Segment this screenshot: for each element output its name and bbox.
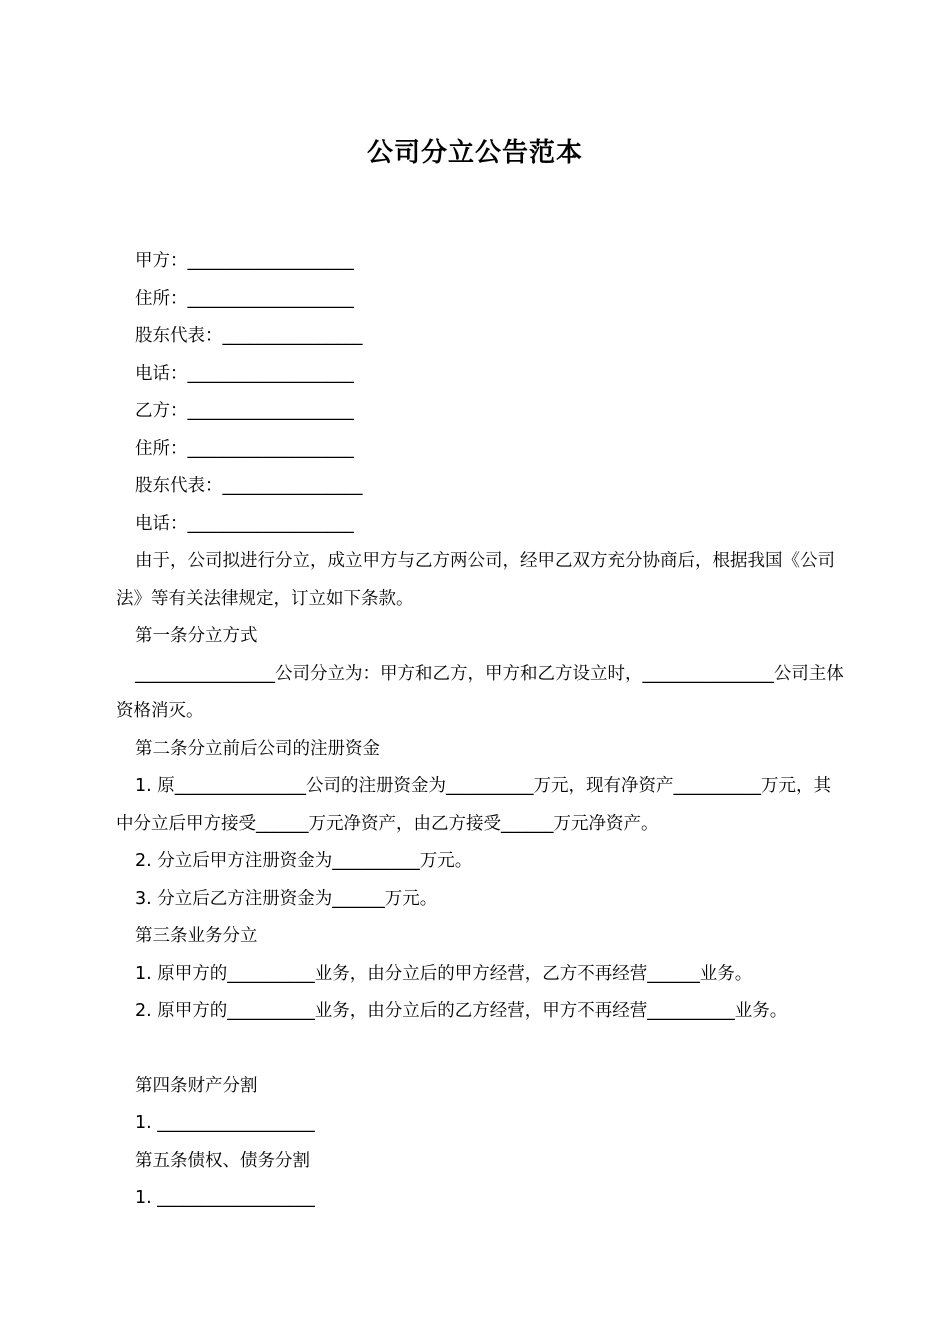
article2-item: 2. 分立后甲方注册资金为__________万元。 <box>135 851 473 871</box>
article3-heading: 第三条业务分立 <box>135 926 258 946</box>
article4-heading: 第四条财产分割 <box>135 1075 258 1096</box>
paragraph-spacer <box>116 1031 846 1068</box>
article2-heading: 第二条分立前后公司的注册资金 <box>135 738 380 759</box>
party-a-phone: 电话：___________________ <box>135 363 354 384</box>
party-a-name: 甲方：___________________ <box>135 251 354 271</box>
document-body <box>116 243 846 1218</box>
party-b-phone: 电话：___________________ <box>135 513 354 534</box>
document-title: 公司分立公告范本 <box>366 138 583 168</box>
preamble-paragraph: 由于，公司拟进行分立，成立甲方与乙方两公司，经甲乙双方充分协商后，根据我国《公司法》等有关法律规定，订立如下条款。 <box>116 551 835 609</box>
party-a-address: 住所：___________________ <box>135 288 354 309</box>
article3-item: 1. 原甲方的__________业务，由分立后的甲方经营，乙方不再经营______业务。 <box>135 963 753 984</box>
party-b-address: 住所：___________________ <box>135 438 354 459</box>
article5-item: 1. __________________ <box>135 1188 315 1208</box>
article2-item: 1. 原_______________公司的注册资金为__________万元，现有净资产__________万元，其中分立后甲方接受______万元净资产，由乙方接受______万元净资产。 <box>116 776 832 834</box>
party-b-name: 乙方：___________________ <box>135 401 354 421</box>
party-b-representative: 股东代表：________________ <box>135 476 363 496</box>
party-a-representative: 股东代表：________________ <box>135 326 363 346</box>
article1-text: ________________公司分立为：甲方和乙方，甲方和乙方设立时，_______________公司主体资格消灭。 <box>116 663 844 721</box>
article2-item: 3. 分立后乙方注册资金为______万元。 <box>135 888 438 909</box>
article4-item: 1. __________________ <box>135 1113 315 1133</box>
article1-heading: 第一条分立方式 <box>135 626 258 646</box>
article5-heading: 第五条债权、债务分割 <box>135 1150 310 1171</box>
article3-item: 2. 原甲方的__________业务，由分立后的乙方经营，甲方不再经营__________业务。 <box>135 1001 788 1021</box>
